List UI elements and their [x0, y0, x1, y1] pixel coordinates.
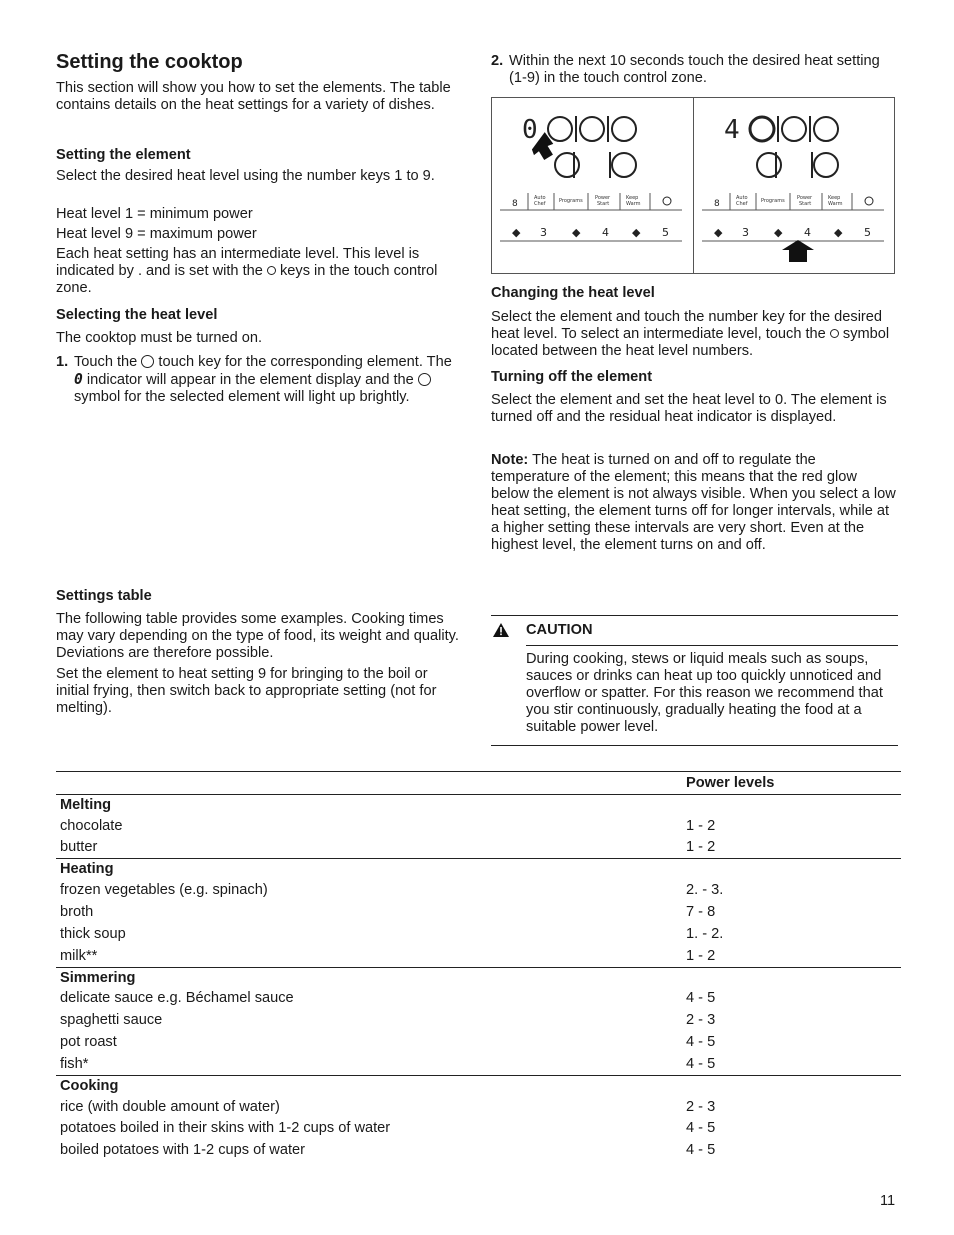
- setting-element-p2: Heat level 1 = minimum power: [56, 206, 253, 222]
- header-power-levels: Power levels: [682, 772, 901, 795]
- key-power-start-l: Power: [595, 195, 611, 201]
- changing-p1b: symbol located between the heat level numbers.: [491, 326, 890, 359]
- svg-text:Start: Start: [799, 201, 812, 207]
- turning-off-p1: Select the element and set the heat level to 0. The element is turned off and the residual heat indicator is displayed.: [491, 392, 887, 425]
- category-label: Melting: [60, 796, 112, 813]
- page-number: 11: [880, 1193, 896, 1209]
- svg-text:Chef: Chef: [736, 201, 748, 207]
- table-row: [56, 923, 901, 945]
- level-cell: 4 - 5: [686, 990, 716, 1007]
- element-ring-icon-2: [418, 373, 431, 386]
- table-row: [56, 1096, 901, 1118]
- table-row: [56, 901, 901, 923]
- level-cell: 4 - 5: [686, 1142, 716, 1159]
- svg-text:8: 8: [512, 199, 518, 209]
- item-cell: fish*: [60, 1055, 89, 1072]
- warning-triangle-icon: [493, 623, 509, 637]
- svg-text:Start: Start: [597, 201, 610, 207]
- touch-control-panel-illustration: [491, 97, 895, 274]
- item-cell: frozen vegetables (e.g. spinach): [60, 882, 268, 899]
- table-row: [56, 837, 901, 859]
- svg-text:◆: ◆: [572, 226, 581, 239]
- caution-separator: [526, 645, 898, 646]
- turning-off-heading: Turning off the element: [491, 369, 653, 385]
- right-arrow-icon: [782, 240, 814, 262]
- svg-text:5: 5: [864, 226, 871, 239]
- selecting-p1: The cooktop must be turned on.: [56, 330, 263, 346]
- category-label: Heating: [56, 859, 901, 880]
- level-cell: 4 - 5: [686, 1034, 716, 1051]
- step1-a: Touch the: [74, 354, 138, 370]
- category-row: [56, 1075, 901, 1096]
- svg-text:8: 8: [714, 199, 720, 209]
- step2-text: Within the next 10 seconds touch the desired heat setting (1-9) in the touch control zone.: [509, 53, 880, 86]
- caution-label: CAUTION: [526, 622, 593, 638]
- item-cell: delicate sauce e.g. Béchamel sauce: [60, 990, 294, 1007]
- caution-text: During cooking, stews or liquid meals such as soups, sauces or drinks can heat up too quickly unnoticed and overflow or spatter. For this reason we recommend that you stir continuously, gradually heating the food at a suitable power level.: [526, 651, 883, 735]
- intro-paragraph: This section will show you how to set the elements. The table contains details on the heat settings for a variety of dishes.: [56, 80, 451, 113]
- item-cell: chocolate: [60, 817, 123, 834]
- left-digit: 0: [522, 115, 538, 145]
- key-auto-chef-l: Auto: [534, 195, 546, 201]
- level-cell: 1 - 2: [686, 817, 716, 834]
- category-row: [56, 794, 901, 815]
- level-cell: 2 - 3: [686, 1012, 716, 1029]
- changing-p1: [491, 309, 898, 360]
- level-cell: 1 - 2: [686, 947, 716, 964]
- level-cell: 4 - 5: [686, 1120, 716, 1137]
- svg-text:◆: ◆: [834, 226, 843, 239]
- level-cell: 7 - 8: [686, 904, 716, 921]
- category-row: [56, 859, 901, 880]
- item-cell: boiled potatoes with 1-2 cups of water: [60, 1142, 305, 1159]
- svg-text:Chef: Chef: [534, 201, 546, 207]
- table-row: [56, 1053, 901, 1075]
- level-cell: 1 - 2: [686, 839, 716, 856]
- svg-text:3: 3: [742, 226, 749, 239]
- selecting-heading: Selecting the heat level: [56, 307, 218, 323]
- svg-text:4: 4: [602, 226, 609, 239]
- svg-text:◆: ◆: [774, 226, 783, 239]
- step1-b: touch key for the corresponding element. The: [158, 354, 452, 370]
- step1-d: symbol for the selected element will light up brightly.: [74, 389, 410, 405]
- table-row: [56, 945, 901, 967]
- table-row: [56, 1031, 901, 1053]
- svg-text:Warm: Warm: [626, 201, 641, 207]
- item-cell: pot roast: [60, 1034, 117, 1051]
- setting-element-heading: Setting the element: [56, 147, 191, 163]
- right-display: [724, 115, 838, 178]
- svg-text:Power: Power: [797, 195, 813, 201]
- setting-element-p4b: keys in the touch control zone.: [56, 263, 438, 296]
- changing-p1a: Select the element and touch the number key for the desired heat level. To select an intermediate level, touch the: [491, 309, 883, 342]
- table-row: [56, 815, 901, 837]
- svg-text:◆: ◆: [512, 226, 521, 239]
- level-cell: 2 - 3: [686, 1098, 716, 1115]
- intermediate-ring-icon-2: [830, 329, 839, 338]
- step1-text: [74, 354, 464, 406]
- changing-heading: Changing the heat level: [491, 285, 655, 301]
- svg-text:3: 3: [540, 226, 547, 239]
- key-keep-warm-l: Keep: [626, 195, 639, 201]
- svg-text:Programs: Programs: [761, 198, 785, 204]
- caution-box: [491, 615, 898, 746]
- setting-element-p4: [56, 246, 464, 297]
- item-cell: spaghetti sauce: [60, 1012, 163, 1029]
- header-item: [56, 772, 682, 795]
- zero-indicator-icon: 0: [74, 371, 83, 388]
- setting-element-p1: Select the desired heat level using the number keys 1 to 9.: [56, 168, 435, 184]
- level-cell: 4 - 5: [686, 1055, 716, 1072]
- category-label: Simmering: [56, 967, 901, 988]
- item-cell: butter: [60, 839, 98, 856]
- item-cell: rice (with double amount of water): [60, 1098, 280, 1115]
- item-cell: milk**: [60, 947, 98, 964]
- category-row: [56, 967, 901, 988]
- table-row: [56, 1118, 901, 1140]
- table-row: [56, 879, 901, 901]
- item-cell: broth: [60, 904, 94, 921]
- table-row: [56, 1139, 901, 1161]
- svg-text:4: 4: [804, 226, 811, 239]
- svg-text:Warm: Warm: [828, 201, 843, 207]
- step1-c: indicator will appear in the element display and the: [86, 372, 414, 388]
- panel-drawing: [492, 98, 894, 273]
- svg-text:Keep: Keep: [828, 195, 841, 201]
- settings-table: [56, 771, 901, 1161]
- category-label: Cooking: [56, 1075, 901, 1096]
- svg-text:◆: ◆: [714, 226, 723, 239]
- step2-number: 2.: [491, 53, 504, 69]
- note-label: Note:: [491, 452, 529, 468]
- setting-element-p4a: Each heat setting has an intermediate level. This level is indicated by . and is set with the: [56, 246, 420, 279]
- page-title: Setting the cooktop: [56, 51, 243, 73]
- svg-text:5: 5: [662, 226, 669, 239]
- level-cell: 2. - 3.: [686, 882, 724, 899]
- level-cell: 1. - 2.: [686, 925, 724, 942]
- right-digit: 4: [724, 115, 740, 145]
- note-paragraph: [491, 452, 898, 554]
- step1-number: 1.: [56, 354, 69, 370]
- table-header-row: [56, 772, 901, 795]
- element-ring-icon: [141, 355, 154, 368]
- svg-text:◆: ◆: [632, 226, 641, 239]
- table-row: [56, 1009, 901, 1031]
- item-cell: thick soup: [60, 925, 126, 942]
- settings-table-heading: Settings table: [56, 588, 152, 604]
- intermediate-ring-icon: [267, 266, 276, 275]
- note-text: The heat is turned on and off to regulate the temperature of the element; this means that the red glow below the element is not always visible. When you select a low heat setting, the element turns off for longer intervals, while at a higher setting these intervals are very short. Even at the highest level, the element turns on and off.: [491, 452, 896, 553]
- key-programs-l: Programs: [559, 198, 583, 204]
- item-cell: potatoes boiled in their skins with 1-2 cups of water: [60, 1120, 391, 1137]
- setting-element-p3: Heat level 9 = maximum power: [56, 226, 257, 242]
- settings-table-p2: Set the element to heat setting 9 for bringing to the boil or initial frying, then switch back to appropriate setting (not for melting).: [56, 666, 437, 716]
- table-row: [56, 988, 901, 1010]
- svg-text:Auto: Auto: [736, 195, 748, 201]
- settings-table-p1: The following table provides some examples. Cooking times may vary depending on the type of food, its weight and quality. Deviations are therefore possible.: [56, 611, 459, 661]
